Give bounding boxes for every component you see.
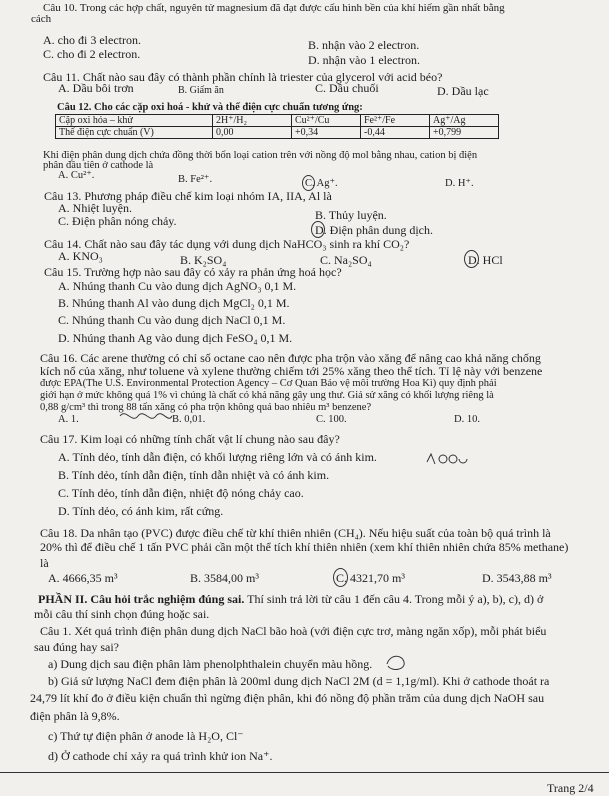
q14-option-c[interactable]: C. Na₂SO₄ [320,253,372,267]
p2q1-statement-b1[interactable]: b) Giả sử lượng NaCl đem điện phân là 200ml dung dịch NaCl 2M (d = 1,1g/ml). Khi ở cathode thoát ra [48,674,550,688]
q11-option-d[interactable]: D. Dầu lạc [437,84,489,98]
p2q1-line2: sau đúng hay sai? [34,640,119,654]
q14-option-b[interactable]: B. K₂SO₄ [180,253,227,267]
q10-option-d[interactable]: D. nhận vào 1 electron. [308,53,420,67]
answer-circle-mark [311,221,325,238]
footer-divider [0,772,609,773]
q17-stem: Câu 17. Kim loại có những tính chất vật lí chung nào sau đây? [40,432,340,446]
q15-option-a[interactable]: A. Nhúng thanh Cu vào dung dịch AgNO₃ 0,1 M. [58,279,297,293]
scribble-mark [384,652,408,674]
q12-line3: phân đầu tiên ở cathode là [43,160,154,171]
q16-option-d[interactable]: D. 10. [454,414,480,425]
q15-option-c[interactable]: C. Nhúng thanh Cu vào dung dịch NaCl 0,1 M. [58,313,286,327]
q17-option-d[interactable]: D. Tính dẻo, có ánh kim, rất cứng. [58,504,224,518]
q13-option-b[interactable]: B. Thủy luyện. [315,208,387,222]
table-cell: 0,00 [213,127,292,139]
q10-line2: cách [31,13,52,25]
q10-option-b[interactable]: B. nhận vào 2 electron. [308,38,420,52]
q13-option-c[interactable]: C. Điện phân nóng chảy. [58,214,177,228]
q13-option-d[interactable]: D. Điện phân dung dịch. [315,223,433,237]
q16-option-b[interactable]: B. 0,01. [172,414,206,425]
table-cell: Thế điện cực chuẩn (V) [56,127,213,139]
table-cell: Ag⁺/Ag [430,115,499,127]
q16-line1: Câu 16. Các arene thường có chỉ số octane cao nên được pha trộn vào xăng để nâng cao khả năng chống [40,351,541,365]
q12-option-b[interactable]: B. Fe²⁺. [178,174,213,185]
q18-line2: 20% thì để điều chế 1 tấn PVC phải cần một thể tích khí thiên nhiên (xem khí thiên nhiên chứa 85% methane) [40,540,569,554]
q17-option-c[interactable]: C. Tính dẻo, tính dẫn điện, nhiệt độ nóng chảy cao. [58,486,304,500]
q16-line2: kích nổ của xăng, như toluene và xylene thường chiếm tới 25% xăng theo thể tích. Tỉ lệ này với benzene [40,364,543,378]
q12-option-c[interactable]: C. Ag⁺. [305,178,338,189]
q11-option-c[interactable]: C. Dầu chuối [315,81,379,95]
q12-line2: Khi điện phân dung dịch chứa đồng thời bốn loại cation trên với nồng độ mol bằng nhau, cation bị điện [43,150,478,161]
part2-heading-line [38,592,543,606]
q18-option-d[interactable]: D. 3543,88 m³ [482,571,552,585]
q14-option-d[interactable]: D. HCl [468,253,503,267]
table-cell: Cặp oxi hóa – khử [56,115,213,127]
part2-instruction: Thí sinh trả lời từ câu 1 đến câu 4. Trong mỗi ý a), b), c), d) ở [244,592,544,606]
answer-circle-mark [333,568,348,587]
q18-option-a[interactable]: A. 4666,35 m³ [48,571,118,585]
page-number: Trang 2/4 [547,781,594,795]
q17-option-a[interactable]: A. Tính dẻo, tính dẫn điện, có khối lượng riêng lớn và có ánh kim. [58,450,377,464]
p2q1-line1: Câu 1. Xét quá trình điện phân dung dịch NaCl bão hoà (với điện cực trơ, màng ngăn xốp), mỗi phát biểu [40,624,547,638]
q14-stem: Câu 14. Chất nào sau đây tác dụng với dung dịch NaHCO₃ sinh ra khí CO₂? [44,237,410,251]
scribble-mark [425,452,469,466]
q18-option-c[interactable]: C. 4321,70 m³ [336,571,405,585]
q17-option-b[interactable]: B. Tính dẻo, tính dẫn điện, tính dẫn nhiệt và có ánh kim. [58,468,330,482]
q15-stem: Câu 15. Trường hợp nào sau đây có xảy ra phản ứng hoá học? [44,265,342,279]
table-cell: 2H⁺/H₂ [213,115,292,127]
q16-option-a[interactable]: A. 1. [58,414,79,425]
p2q1-statement-a[interactable]: a) Dung dịch sau điện phân làm phenolphthalein chuyển màu hồng. [48,657,373,671]
q12-stem: Câu 12. Cho các cặp oxi hoá - khử và thế điện cực chuẩn tương ứng: [57,102,363,113]
part2-heading: PHẦN II. Câu hỏi trắc nghiệm đúng sai. [38,592,245,606]
scribble-mark [118,408,174,424]
q18-line3: là [40,556,49,570]
part2-instruction-2: mỗi câu thí sinh chọn đúng hoặc sai. [34,607,210,621]
table-cell: +0,34 [292,127,361,139]
q16-line5: 0,88 g/cm³ thì trong 88 tấn xăng có pha trộn không quá bao nhiêu m³ benzene? [40,402,372,413]
q12-option-d[interactable]: D. H⁺. [445,178,474,189]
table-cell: -0,44 [361,127,430,139]
p2q1-statement-c[interactable]: c) Thứ tự điện phân ở anode là H₂O, Cl⁻ [48,729,244,743]
q14-option-a[interactable]: A. KNO₃ [58,249,103,263]
q15-option-b[interactable]: B. Nhúng thanh Al vào dung dịch MgCl₂ 0,1 M. [58,296,290,310]
table-row [56,127,499,139]
table-cell: Fe²⁺/Fe [361,115,430,127]
q10-line1: Câu 10. Trong các hợp chất, nguyên tử magnesium đã đạt được cấu hình bền của khí hiếm gần nhất bằng [43,2,505,14]
table-cell: +0,799 [430,127,499,139]
q16-option-c[interactable]: C. 100. [316,414,347,425]
q13-option-a[interactable]: A. Nhiệt luyện. [58,201,132,215]
q13-stem: Câu 13. Phương pháp điều chế kim loại nhóm IA, IIA, Al là [44,189,332,203]
q18-line1: Câu 18. Da nhân tạo (PVC) được điều chế từ khí thiên nhiên (CH₄). Nếu hiệu suất của toàn bộ quá trình là [40,526,551,540]
q12-option-a[interactable]: A. Cu²⁺. [58,170,95,181]
table-row [56,115,499,127]
q10-option-c[interactable]: C. cho đi 2 electron. [43,47,141,61]
table-cell: Cu²⁺/Cu [292,115,361,127]
potential-table [55,114,499,139]
q10-option-a[interactable]: A. cho đi 3 electron. [43,33,141,47]
q11-stem: Câu 11. Chất nào sau đây có thành phần chính là triester của glycerol với acid béo? [43,70,443,84]
p2q1-statement-b3: điện phân là 9,8%. [30,709,120,723]
q11-option-a[interactable]: A. Dầu bôi trơn [58,81,134,95]
answer-circle-mark [464,250,479,268]
q16-line3: được EPA(The U.S. Environmental Protection Agency – Cơ Quan Bảo vệ môi trường Hoa Kì) quy định phải [40,378,497,389]
p2q1-statement-d[interactable]: d) Ở cathode chỉ xảy ra quá trình khử ion Na⁺. [48,749,273,763]
q16-line4: giới hạn ở mức không quá 1% vì chúng là chất có khả năng gây ung thư. Giả sử xăng có khối lượng riêng là [40,390,494,401]
q15-option-d[interactable]: D. Nhúng thanh Ag vào dung dịch FeSO₄ 0,1 M. [58,331,293,345]
p2q1-statement-b2: 24,79 lít khí đo ở điều kiện chuẩn thì ngừng điện phân, khi đó nồng độ phần trăm của dung dịch NaOH sau [30,691,545,705]
q11-option-b[interactable]: B. Giấm ăn [178,85,224,96]
q18-option-b[interactable]: B. 3584,00 m³ [190,571,259,585]
